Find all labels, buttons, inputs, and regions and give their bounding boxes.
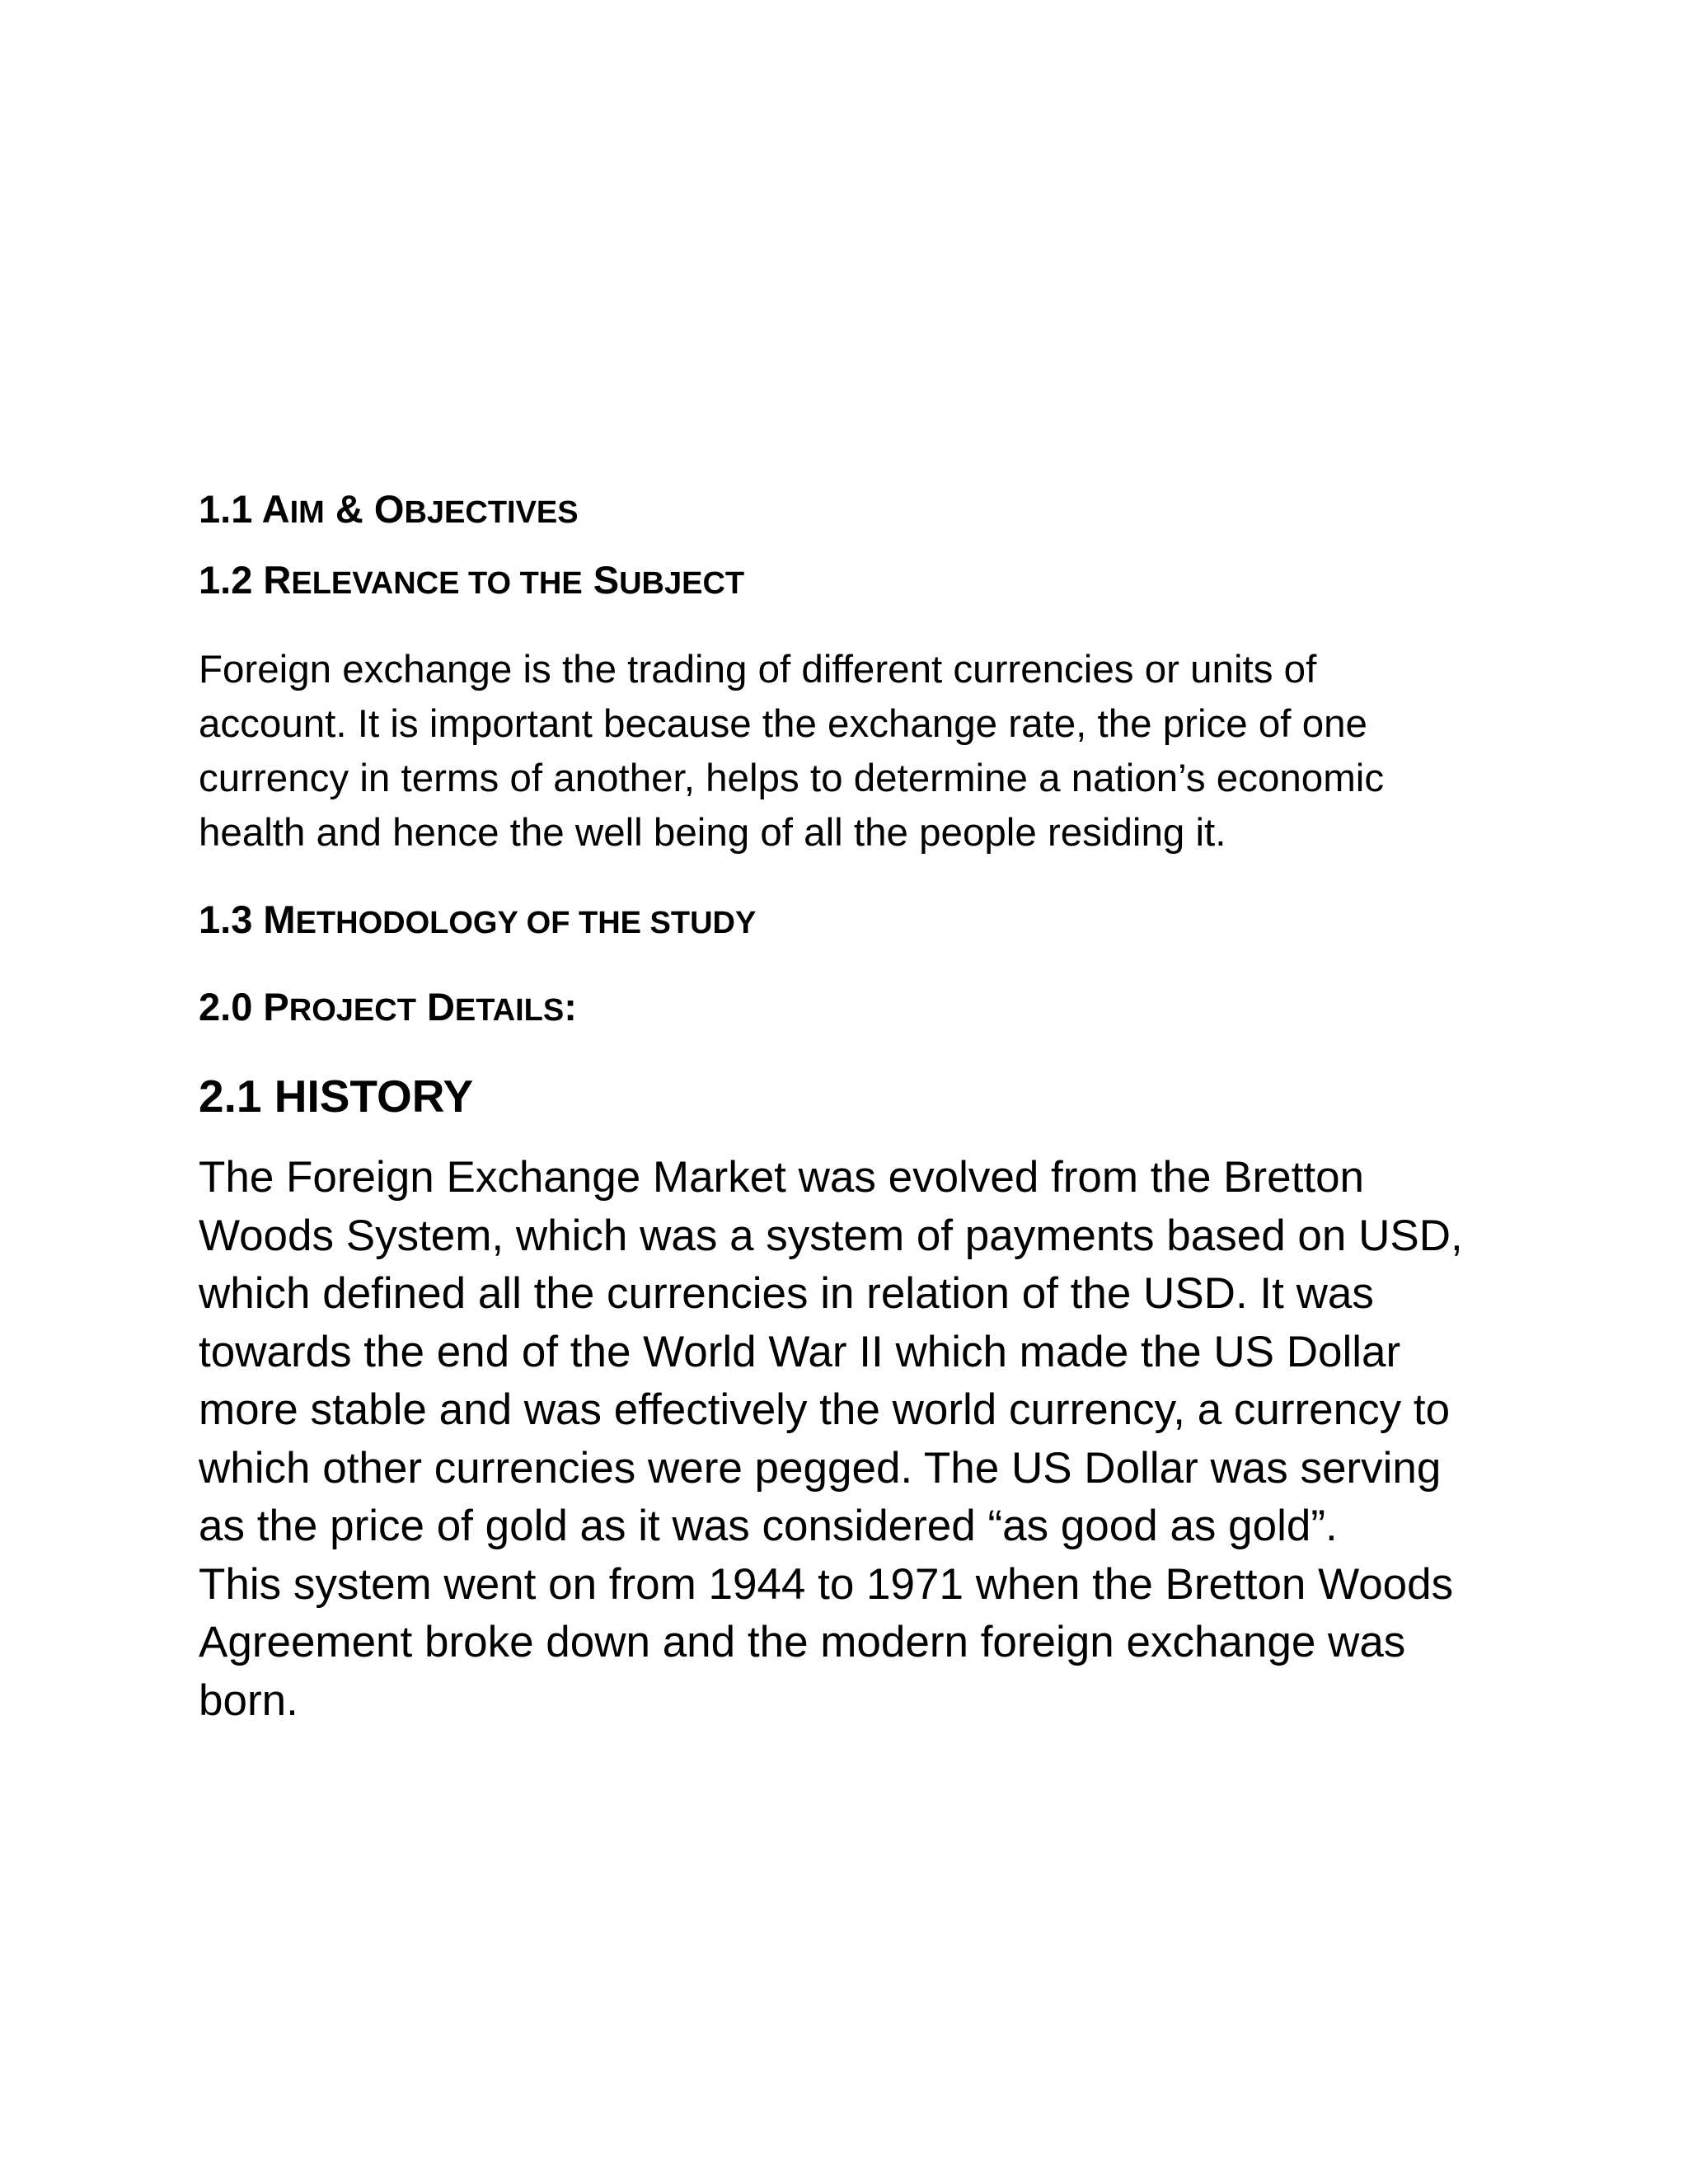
- relevance-paragraph: [199, 643, 1493, 860]
- heading-number: 1.2: [199, 558, 264, 602]
- paragraph-line: This system went on from 1944 to 1971 when the Bretton Woods: [199, 1559, 1454, 1609]
- paragraph-line: Agreement broke down and the modern foreign exchange was: [199, 1618, 1406, 1666]
- heading-text: IM: [289, 495, 325, 530]
- paragraph-line: towards the end of the World War II which made the US Dollar: [199, 1327, 1401, 1376]
- paragraph-line: The Foreign Exchange Market was evolved from the Bretton: [199, 1153, 1365, 1202]
- paragraph-line: which other currencies were pegged. The US Dollar was serving: [199, 1443, 1442, 1493]
- heading-relevance: [199, 557, 1493, 607]
- history-paragraph: [199, 1149, 1493, 1730]
- paragraph-line: Woods System, which was a system of payments based on USD,: [199, 1211, 1463, 1260]
- paragraph-line: which defined all the currencies in relation of the USD. It was: [199, 1269, 1374, 1318]
- heading-methodology: [199, 897, 1493, 946]
- heading-aim-objectives: [199, 486, 1493, 536]
- paragraph-line: health and hence the well being of all the people residing it.: [199, 811, 1226, 855]
- heading-text: ETAILS: [454, 993, 565, 1028]
- heading-text: UBJECT: [619, 566, 745, 601]
- paragraph-line: account. It is important because the exchange rate, the price of one: [199, 702, 1367, 746]
- heading-text: S: [582, 558, 620, 602]
- heading-text: P: [263, 985, 289, 1029]
- heading-history: 2.1 HISTORY: [199, 1071, 474, 1122]
- heading-text: :: [564, 985, 577, 1029]
- heading-text: ROJECT: [288, 993, 416, 1028]
- heading-text: D: [415, 985, 455, 1029]
- heading-text: M: [263, 898, 296, 941]
- document-page: [199, 486, 1493, 1730]
- paragraph-line: as the price of gold as it was considered “as good as gold”.: [199, 1502, 1338, 1550]
- paragraph-line: Foreign exchange is the trading of different currencies or units of: [199, 648, 1317, 691]
- paragraph-line: born.: [199, 1675, 298, 1725]
- heading-text: & O: [324, 487, 405, 531]
- heading-number: 1.1: [199, 487, 262, 531]
- heading-text: A: [261, 487, 290, 531]
- heading-number: 1.3: [199, 898, 264, 941]
- heading-number: 2.0: [199, 985, 264, 1029]
- heading-text: ELEVANCE TO THE: [291, 566, 583, 601]
- heading-text: BJECTIVES: [404, 495, 579, 530]
- heading-project-details: [199, 984, 1493, 1033]
- paragraph-line: more stable and was effectively the world currency, a currency to: [199, 1385, 1451, 1434]
- paragraph-line: currency in terms of another, helps to determine a nation’s economic: [199, 757, 1385, 800]
- heading-text: ETHODOLOGY OF THE STUDY: [295, 906, 757, 940]
- heading-text: R: [263, 558, 292, 602]
